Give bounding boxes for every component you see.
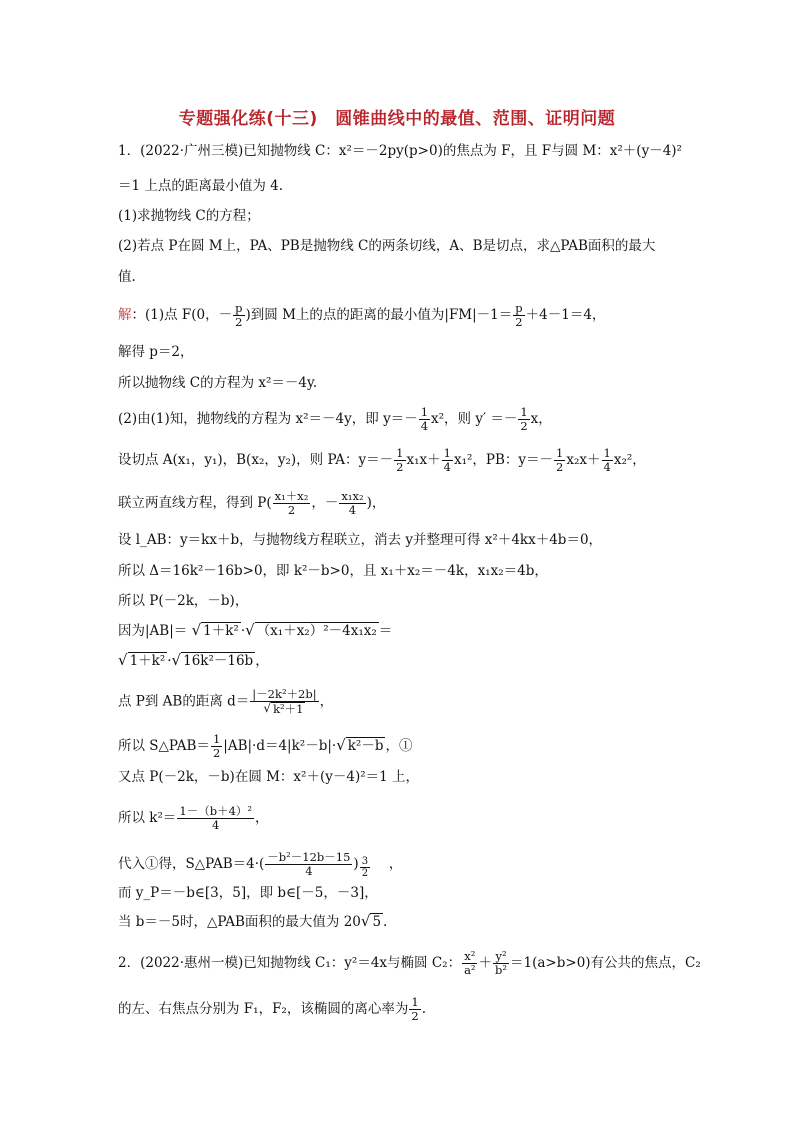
solution-step7: 设 l_AB：y＝kx＋b，与抛物线方程联立，消去 y并整理可得 x²＋4kx＋4b＝0， <box>118 532 603 548</box>
solution-step18: 当 b＝－5时，△PAB面积的最大值为 20 √ 5 . <box>118 912 388 930</box>
fraction: $\frac{p}{2}$ <box>235 301 243 329</box>
solution-step11: √ 1＋k² · √ 16k²－16b ， <box>118 651 269 669</box>
fraction: $\frac{1}{2}$ <box>212 732 221 760</box>
sqrt: √ （x₁＋x₂）²－4x₁x₂ <box>245 621 377 639</box>
solution-step13: 所以 S△PAB＝ $\frac{1}{2}$ |AB|·d＝4|k²－b|· √ k²－b ，① <box>118 732 413 760</box>
fraction: $\frac{\text{y²}}{\text{b²}}$ <box>495 949 508 977</box>
problem1-question2-line1: (2)若点 P在圆 M上，PA、PB是抛物线 C的两条切线，A、B是切点，求△PAB面积的最大 <box>118 238 656 254</box>
sqrt: √ k²－b <box>336 736 384 754</box>
fraction: $\frac{1}{4}$ <box>603 446 611 474</box>
solution-step3: 所以抛物线 C的方程为 x²＝－4y. <box>118 375 318 391</box>
sqrt: √ 1＋k² <box>118 651 166 669</box>
fraction: $\frac{1}{4}$ <box>443 446 451 474</box>
solution-step6: 联立两直线方程，得到 P( $\frac{\text{x₁＋x₂}}{2}$ ，－ $\frac{\text{x₁x₂}}{4}$ )， <box>118 489 386 517</box>
problem1-line1: 1．(2022·广州三模)已知抛物线 C：x²＝－2py(p>0)的焦点为 F，且 F与圆 M：x²＋(y－4)² <box>118 143 682 159</box>
solution-step15: 所以 k²＝ $\frac{\text{1－（b＋4）²}}{4}$ ， <box>118 804 269 832</box>
fraction: $\frac{\text{1－（b＋4）²}}{4}$ <box>179 804 252 832</box>
solution-step4: (2)由(1)知，抛物线的方程为 x²＝－4y，即 y＝－ $\frac{1}{4}$ x²，则 y′ ＝－ $\frac{1}{2}$ x， <box>118 405 552 433</box>
fraction: $\frac{1}{2}$ <box>556 446 564 474</box>
problem2-line2: 的左、右焦点分别为 F₁，F₂，该椭圆的离心率为 $\frac{1}{2}$ . <box>118 995 426 1023</box>
problem2-line1: 2．(2022·惠州一模)已知抛物线 C₁：y²＝4x与椭圆 C₂： $\frac{\text{x²}}{\text{a²}}$ ＋ $\frac{\text{y²}}{\text{b²}}$ ＝1(a>b>0)有公共的焦点，C₂ <box>118 949 701 977</box>
solution-step8: 所以 Δ＝16k²－16b>0，即 k²－b>0，且 x₁＋x₂＝－4k，x₁x₂＝4b， <box>118 563 548 579</box>
solution-step17: 而 y_P＝－b∈[3，5]，即 b∈[－5，－3]， <box>118 885 378 901</box>
sqrt: √ 1＋k² <box>191 621 239 639</box>
solution-step1: 解：(1)点 F(0，－ $\frac{p}{2}$ )到圆 M上的点的距离的最小值为|FM|－1＝ $\frac{p}{2}$ ＋4－1＝4， <box>118 301 606 329</box>
fraction: $\frac{\text{－b²－12b－15}}{4}$ <box>267 850 351 878</box>
page-title: 专题强化练(十三) 圆锥曲线中的最值、范围、证明问题 <box>178 109 616 129</box>
problem1-question2-line2: 值. <box>118 269 136 285</box>
solution-step9: 所以 P(－2k，－b)， <box>118 593 249 609</box>
solution-step14: 又点 P(－2k，－b)在圆 M：x²＋(y－4)²＝1 上， <box>118 769 420 785</box>
fraction: $\frac{\text{x₁x₂}}{4}$ <box>341 489 364 517</box>
fraction: $\frac{\text{x₁＋x₂}}{2}$ <box>274 489 309 517</box>
fraction: $\frac{p}{2}$ <box>515 301 523 329</box>
fraction: $\frac{1}{2}$ <box>520 405 528 433</box>
sqrt: √ 16k²－16b <box>171 651 254 669</box>
sqrt: √ 5 <box>360 912 382 930</box>
solution-step12: 点 P到 AB的距离 d＝ |－2k²＋2b| √ k²＋1 ， <box>118 687 334 716</box>
solution-step5: 设切点 A(x₁，y₁)，B(x₂，y₂)，则 PA：y＝－ $\frac{1}{2}$ x₁x＋ $\frac{1}{4}$ x₁²，PB：y＝－ $\frac{1}{2}$ x₂x＋ $\frac{1}{4}$ x₂²， <box>118 446 646 474</box>
problem1-question1: (1)求抛物线 C的方程； <box>118 208 260 224</box>
solution-step10: 因为|AB|＝ √ 1＋k² · √ （x₁＋x₂）²－4x₁x₂ ＝ <box>118 621 393 639</box>
fraction: |－2k²＋2b| √ k²＋1 <box>252 687 317 716</box>
fraction: $\frac{1}{2}$ <box>396 446 404 474</box>
solution-step16: 代入①得，S△PAB＝4·( $\frac{\text{－b²－12b－15}}{4}$ ) $\frac{3}{2}$ ， <box>118 850 403 879</box>
solution-label: 解 <box>118 307 132 323</box>
fraction: $\frac{\text{x²}}{\text{a²}}$ <box>464 949 476 977</box>
fraction: $\frac{1}{2}$ <box>411 995 419 1023</box>
fraction: $\frac{1}{4}$ <box>420 405 429 433</box>
problem1-line2: ＝1 上点的距离最小值为 4. <box>118 178 284 194</box>
exponent-fraction: $\frac{3}{2}$ <box>361 856 369 879</box>
solution-step2: 解得 p＝2， <box>118 344 194 360</box>
